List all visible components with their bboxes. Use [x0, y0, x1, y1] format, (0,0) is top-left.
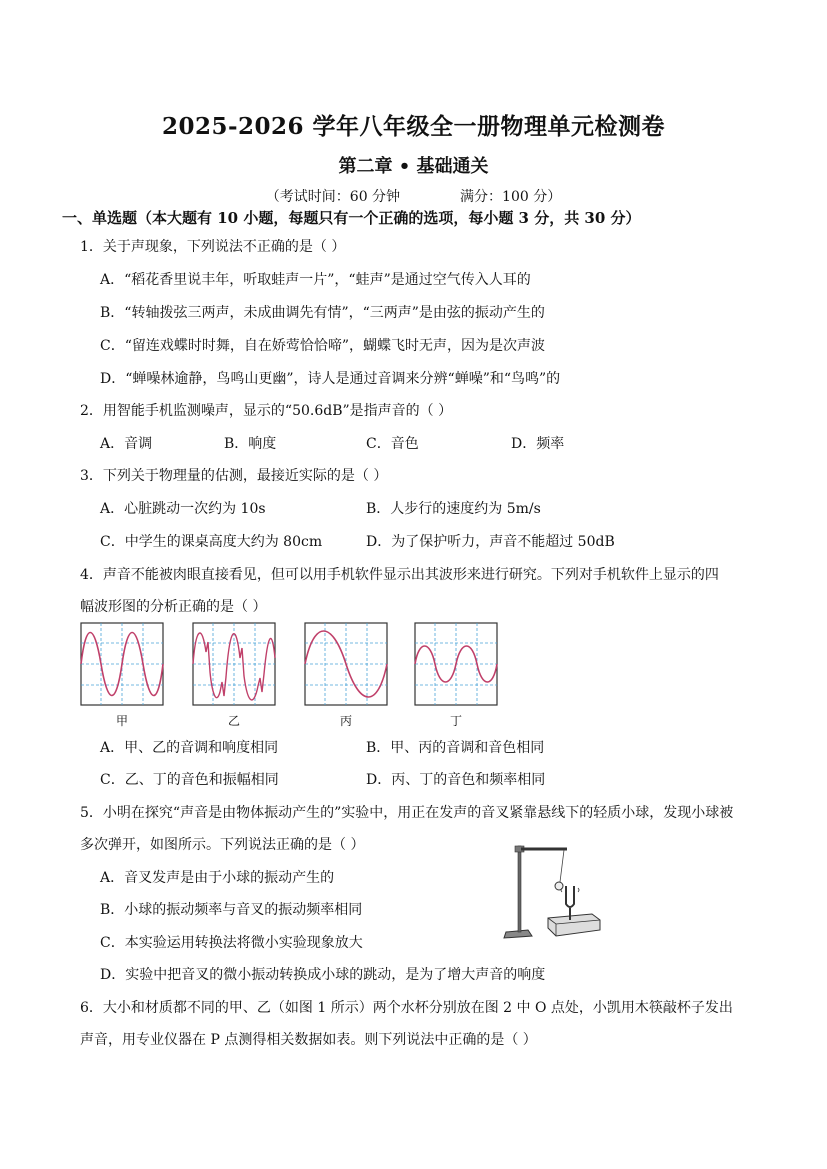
q1-option-b: B．“转轴拨弦三两声，未成曲调先有情”，“三两声”是由弦的振动产生的	[100, 305, 545, 321]
q5-option-c: C．本实验运用转换法将微小实验现象放大	[100, 935, 363, 951]
q5-option-d: D．实验中把音叉的微小振动转换成小球的跳动，是为了增大声音的响度	[100, 967, 546, 983]
q4-option-c: C．乙、丁的音色和振幅相同	[100, 772, 279, 788]
chapter-subtitle: 第二章 • 基础通关	[338, 156, 489, 177]
q5-option-b: B．小球的振动频率与音叉的振动频率相同	[100, 902, 363, 918]
section-title: 一、单选题（本大题有 10 小题，每题只有一个正确的选项，每小题 3 分，共 30 分）	[62, 209, 641, 227]
q3-option-d: D．为了保护听力，声音不能超过 50dB	[366, 534, 615, 550]
q3-option-a: A．心脏跳动一次约为 10s	[100, 501, 266, 517]
q4-option-d: D．丙、丁的音色和频率相同	[366, 772, 546, 788]
q4-stem-line2: 幅波形图的分析正确的是（ ）	[80, 599, 267, 615]
waveform-label-bing: 丙	[339, 714, 352, 728]
q4-option-a: A．甲、乙的音调和响度相同	[100, 740, 279, 756]
q5-option-a: A．音叉发声是由于小球的振动产生的	[100, 870, 335, 886]
q2-option-a: A．音调	[100, 436, 153, 452]
q3-stem: 3．下列关于物理量的估测，最接近实际的是（ ）	[80, 468, 388, 484]
q5-stem-line1: 5．小明在探究“声音是由物体振动产生的”实验中，用正在发声的音叉紧靠悬线下的轻质小球，发现小球被	[80, 805, 734, 821]
q1-stem: 1．关于声现象，下列说法不正确的是（ ）	[80, 239, 346, 255]
q2-option-b: B．响度	[224, 436, 277, 452]
q2-stem: 2．用智能手机监测噪声，显示的“50.6dB”是指声音的（ ）	[80, 403, 453, 419]
waveform-yi	[192, 622, 276, 706]
exam-meta	[0, 186, 827, 206]
waveform-bing	[304, 622, 388, 706]
q5-stem-line2: 多次弹开，如图所示。下列说法正确的是（ ）	[80, 837, 365, 853]
exam-score: 满分：100 分）	[460, 189, 562, 205]
q4-stem-line1: 4．声音不能被肉眼直接看见，但可以用手机软件显示出其波形来进行研究。下列对手机软件上显示的四	[80, 567, 719, 583]
q2-option-d: D．频率	[511, 436, 565, 452]
waveform-label-yi: 乙	[227, 714, 240, 728]
q1-option-c: C．“留连戏蝶时时舞，自在娇莺恰恰啼”，蝴蝶飞时无声，因为是次声波	[100, 338, 546, 354]
waveform-label-jia: 甲	[115, 714, 128, 728]
q3-option-b: B．人步行的速度约为 5m/s	[366, 501, 541, 517]
q1-option-d: D．“蝉噪林逾静，鸟鸣山更幽”，诗人是通过音调来分辨“蝉噪”和“鸟鸣”的	[100, 371, 561, 387]
waveform-ding	[414, 622, 498, 706]
exam-title: 2025-2026 学年八年级全一册物理单元检测卷	[161, 113, 666, 140]
waveform-jia	[80, 622, 164, 706]
q2-option-c: C．音色	[366, 436, 419, 452]
q1-option-a: A．“稻花香里说丰年，听取蛙声一片”，“蛙声”是通过空气传入人耳的	[100, 272, 531, 288]
q3-option-c: C．中学生的课桌高度大约为 80cm	[100, 534, 323, 550]
q4-option-b: B．甲、丙的音调和音色相同	[366, 740, 545, 756]
tuning-fork-figure	[500, 838, 608, 946]
waveform-label-ding: 丁	[449, 714, 462, 728]
q6-stem-line1: 6．大小和材质都不同的甲、乙（如图 1 所示）两个水杯分别放在图 2 中 O 点处，小凯用木筷敲杯子发出	[80, 1000, 733, 1016]
q6-stem-line2: 声音，用专业仪器在 P 点测得相关数据如表。则下列说法中正确的是（ ）	[80, 1032, 537, 1048]
exam-time: （考试时间：60 分钟	[265, 189, 401, 205]
